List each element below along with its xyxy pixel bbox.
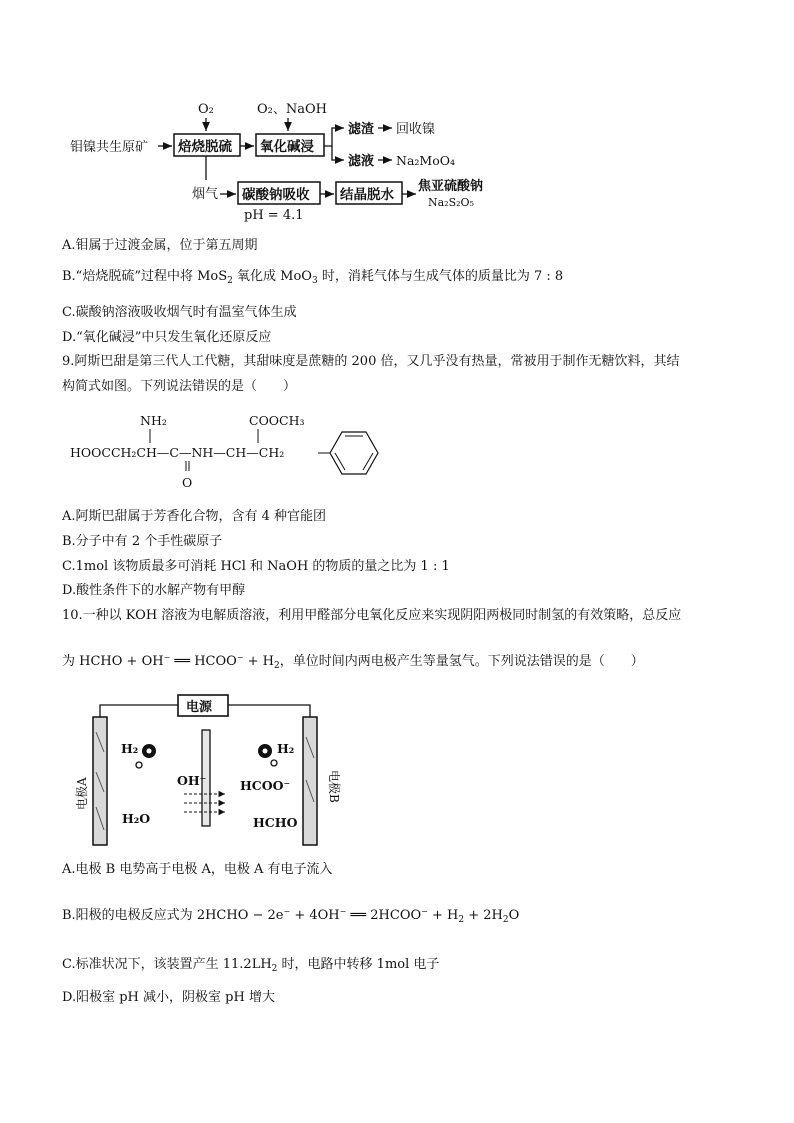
q9-stem-line2: 构简式如图。下列说法错误的是（ ） (62, 379, 297, 394)
formate-label: HCOO⁻ (240, 778, 291, 793)
formaldehyde-label: HCHO (253, 815, 298, 830)
q8-option-b: B.“焙烧脱硫”过程中将 MoS$_2$ 氧化成 MoO$_3$ 时，消耗气体与生成气体的质量比为 7 : 8 (62, 269, 564, 286)
q10-option-b: B.阳极的电极反应式为 2HCHO − 2e− + 4OH− ══ 2HCOO− + $H_2 + 2H_2O$ (62, 907, 520, 925)
h2-bubble-right-small (271, 760, 277, 766)
flow-o2-naoh-label: O₂、NaOH (257, 102, 327, 117)
flow-product-na2moo4: Na₂MoO₄ (396, 153, 455, 168)
flow-o2-label: O₂ (198, 102, 214, 117)
flow-step-crystal: 结晶脱水 (340, 187, 394, 203)
flow-step-oxleach: 氧化碱浸 (260, 139, 314, 155)
q10-option-d: D.阳极室 pH 减小，阴极室 pH 增大 (62, 990, 275, 1005)
carbonyl-oxygen: O (182, 475, 193, 490)
h2-right-label: H₂ (277, 741, 295, 756)
flow-step-roast: 焙烧脱硫 (178, 139, 232, 155)
flow-step-absorb: 碳酸钠吸收 (242, 187, 310, 203)
q9-option-b: B.分子中有 2 个手性碳原子 (62, 534, 223, 549)
main-chain: HOOCCH₂CH—C—NH—CH—CH₂ (70, 445, 285, 460)
h2-left-label: H₂ (121, 741, 139, 756)
flow-product-formula: Na₂S₂O₅ (428, 196, 474, 209)
q8-option-c: C.碳酸钠溶液吸收烟气时有温室气体生成 (62, 305, 297, 320)
q8-option-a: A.钼属于过渡金属，位于第五周期 (62, 238, 258, 253)
benzene-ring (330, 432, 378, 474)
flow-fume: 烟气 (192, 187, 219, 202)
flow-ph-label: pH = 4.1 (244, 208, 304, 223)
electrolysis-diagram (0, 692, 794, 852)
flow-recover-ni: 回收镍 (396, 122, 436, 137)
hydroxide-label: OH⁻ (177, 773, 207, 788)
q9-option-c: C.1mol 该物质最多可消耗 HCl 和 NaOH 的物质的量之比为 1 : 1 (62, 559, 450, 574)
q9-option-a: A.阿斯巴甜属于芳香化合物，含有 4 种官能团 (62, 509, 327, 524)
water-label: H₂O (122, 811, 151, 826)
q8-option-d: D.“氧化碱浸”中只发生氧化还原反应 (62, 330, 272, 345)
q10-stem-line1: 10.一种以 KOH 溶液为电解质溶液，利用甲醛部分电氧化反应来实现阴阳两极同时制氢的有效策略，总反应 (62, 608, 682, 623)
aspartame-structure (0, 405, 794, 505)
flow-product-name: 焦亚硫酸钠 (418, 179, 484, 194)
electrode-b (303, 717, 317, 845)
flow-filtrate: 滤液 (348, 154, 375, 169)
flow-raw-ore: 钼镍共生原矿 (70, 140, 149, 155)
electrode-b-label: 电极B (327, 770, 341, 803)
process-flowchart (0, 0, 794, 230)
electrode-a-label: 电极A (75, 777, 89, 810)
q10-option-a: A.电极 B 电势高于电极 A，电极 A 有电子流入 (62, 862, 333, 877)
methyl-ester-group: COOCH₃ (249, 413, 305, 428)
h2-bubble-left-small (136, 762, 142, 768)
power-source-label: 电源 (186, 700, 213, 715)
q9-stem-line1: 9.阿斯巴甜是第三代人工代糖，其甜味度是蔗糖的 200 倍，又几乎没有热量，常被用于制作无糖饮料，其结 (62, 354, 680, 369)
flow-residue: 滤渣 (348, 122, 375, 137)
q10-stem-line2: 为 HCHO + OH− ══ HCOO− + $H_2$，单位时间内两电极产生等量氢气。下列说法错误的是（ ） (62, 653, 644, 671)
amino-group: NH₂ (140, 413, 167, 428)
q10-option-c: C.标准状况下，该装置产生 $11.2LH_2$ 时，电路中转移 1mol 电子 (62, 957, 440, 974)
q9-option-d: D.酸性条件下的水解产物有甲醇 (62, 583, 246, 598)
